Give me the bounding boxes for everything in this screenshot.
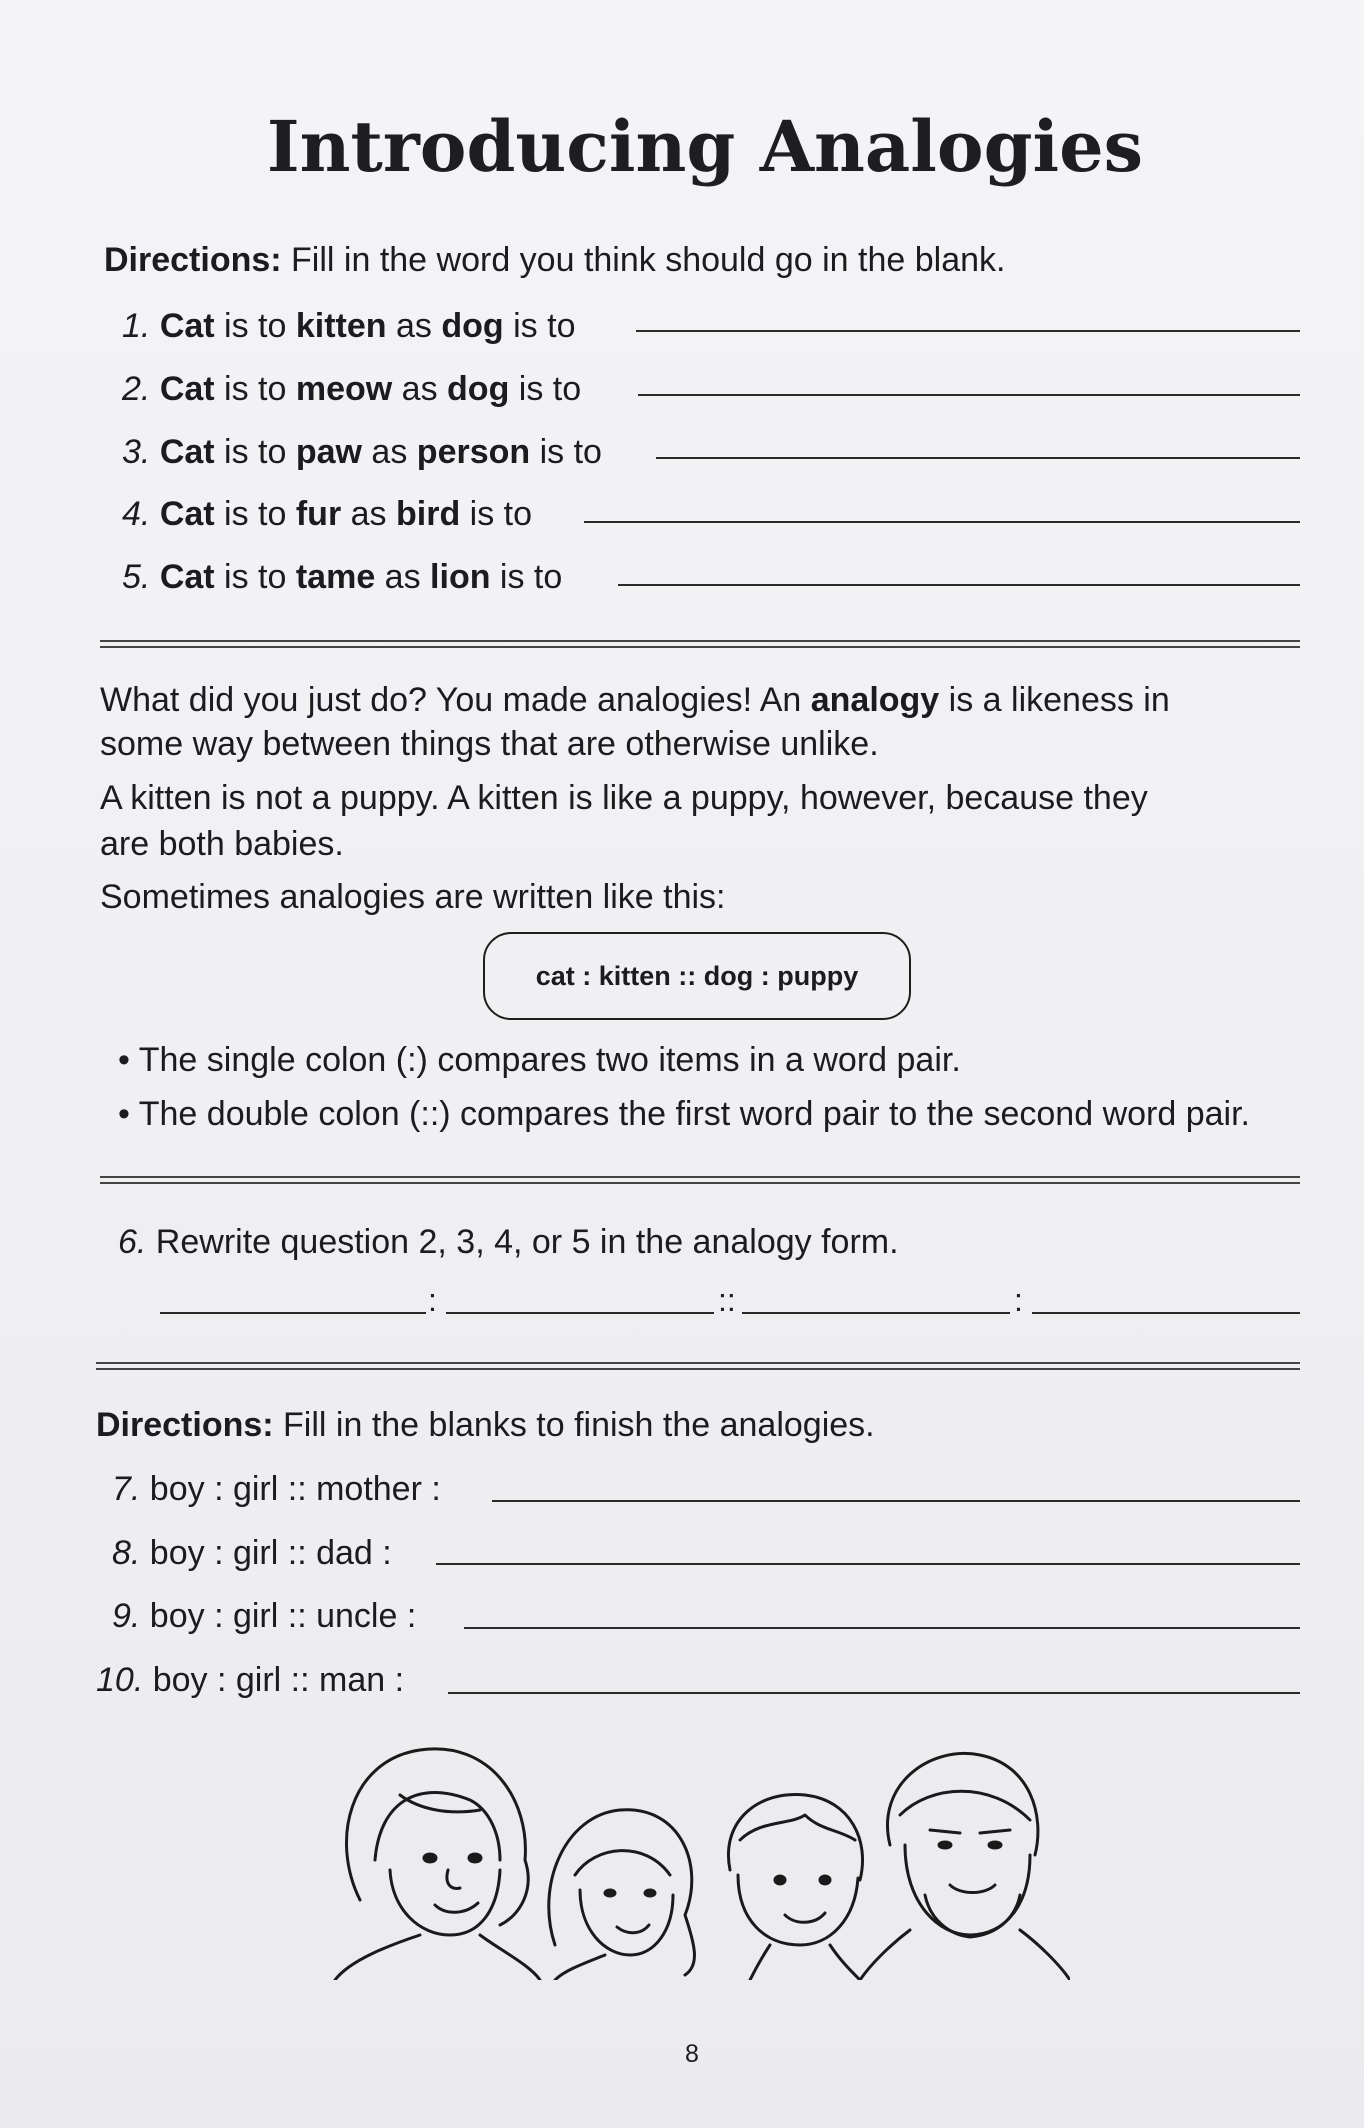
word: dog <box>441 307 504 345</box>
word: Cat <box>159 370 215 408</box>
question-text: boy : girl :: man : <box>143 1661 405 1699</box>
word: bird <box>396 495 461 533</box>
word: Cat <box>159 433 215 471</box>
question-7 <box>112 1469 441 1509</box>
word: Cat <box>159 558 215 596</box>
word: tame <box>295 558 376 596</box>
question-number: 1. <box>122 307 151 345</box>
answer-blank-9[interactable] <box>464 1627 1300 1629</box>
analogy-blank-1[interactable] <box>160 1312 426 1314</box>
connector: as <box>361 433 417 471</box>
word: paw <box>295 433 362 471</box>
question-number: 6. <box>118 1223 147 1261</box>
explanation-paragraph-2-line-2: are both babies. <box>100 825 344 863</box>
word: person <box>416 433 531 471</box>
question-5 <box>122 557 562 597</box>
question-6 <box>118 1222 899 1262</box>
connector: as <box>341 495 396 533</box>
mother-figure <box>335 1749 540 1980</box>
word: Cat <box>159 307 215 345</box>
answer-blank-4[interactable] <box>584 521 1300 523</box>
bullet-text: The double colon (::) compares the first word pair to the second word pair. <box>138 1095 1250 1133</box>
bullet-text: The single colon (:) compares two items in a word pair. <box>138 1041 961 1079</box>
connector: is to <box>214 307 296 345</box>
explanation-paragraph-3: Sometimes analogies are written like this: <box>100 878 726 916</box>
question-number: 9. <box>112 1597 141 1635</box>
connector: as <box>375 558 431 596</box>
page-title: Introducing Analogies <box>266 105 1144 188</box>
answer-blank-7[interactable] <box>492 1500 1300 1502</box>
text: is a likeness in <box>939 681 1170 719</box>
analogy-blank-4[interactable] <box>1032 1312 1300 1314</box>
connector: is to <box>509 370 582 408</box>
connector: as <box>386 307 442 345</box>
question-3 <box>122 432 602 472</box>
question-number: 3. <box>122 433 151 471</box>
double-colon: :: <box>718 1282 736 1318</box>
directions-label: Directions: <box>104 241 282 279</box>
analogy-formula-box: cat : kitten :: dog : puppy <box>483 932 911 1020</box>
question-1 <box>122 306 575 346</box>
analogy-term: analogy <box>810 681 940 719</box>
bullet-1: • The single colon (:) compares two items in a word pair. <box>118 1041 961 1079</box>
answer-blank-5[interactable] <box>618 584 1300 586</box>
question-8 <box>112 1533 392 1573</box>
explanation-paragraph-1 <box>100 680 1170 720</box>
word: Cat <box>159 495 215 533</box>
directions-label: Directions: <box>96 1406 274 1444</box>
connector: is to <box>214 370 296 408</box>
word: fur <box>295 495 342 533</box>
question-9 <box>112 1596 416 1636</box>
explanation-paragraph-2: A kitten is not a puppy. A kitten is like a puppy, however, because they <box>100 779 1148 817</box>
question-10 <box>96 1660 404 1700</box>
word: meow <box>295 370 393 408</box>
family-portrait-icon <box>330 1740 1070 1980</box>
bullet-2: • The double colon (::) compares the first word pair to the second word pair. <box>118 1095 1250 1133</box>
section-divider <box>100 1176 1300 1184</box>
connector: is to <box>503 307 576 345</box>
section-divider <box>96 1362 1300 1370</box>
analogy-blank-3[interactable] <box>742 1312 1010 1314</box>
directions-text: Fill in the blanks to finish the analogies. <box>273 1406 875 1444</box>
question-number: 4. <box>122 495 151 533</box>
answer-blank-8[interactable] <box>436 1563 1300 1565</box>
text: What did you just do? You made analogies! An <box>100 681 811 719</box>
question-4 <box>122 494 532 534</box>
connector: is to <box>214 433 296 471</box>
explanation-paragraph-1-line-2: some way between things that are otherwise unlike. <box>100 725 879 763</box>
answer-blank-10[interactable] <box>448 1692 1300 1694</box>
question-number: 2. <box>122 370 151 408</box>
connector: is to <box>490 558 563 596</box>
answer-blank-3[interactable] <box>656 457 1300 459</box>
connector: as <box>392 370 448 408</box>
connector: is to <box>214 495 296 533</box>
page-number: 8 <box>685 2040 699 2068</box>
word: kitten <box>295 307 387 345</box>
question-text: Rewrite question 2, 3, 4, or 5 in the analogy form. <box>146 1223 899 1261</box>
question-text: boy : girl :: dad : <box>140 1534 392 1572</box>
question-number: 10. <box>96 1661 144 1699</box>
single-colon: : <box>428 1282 437 1318</box>
connector: is to <box>530 433 602 471</box>
connector: is to <box>214 558 296 596</box>
question-text: boy : girl :: mother : <box>140 1470 441 1508</box>
answer-blank-1[interactable] <box>636 330 1300 332</box>
question-number: 5. <box>122 558 151 596</box>
father-figure <box>860 1753 1070 1980</box>
question-text: boy : girl :: uncle : <box>140 1597 417 1635</box>
directions-1 <box>104 240 1005 280</box>
boy-figure <box>728 1794 862 1980</box>
question-number: 8. <box>112 1534 141 1572</box>
question-2 <box>122 369 581 409</box>
section-divider <box>100 640 1300 648</box>
word: lion <box>430 558 491 596</box>
connector: is to <box>460 495 533 533</box>
answer-blank-2[interactable] <box>638 394 1300 396</box>
question-number: 7. <box>112 1470 141 1508</box>
directions-text: Fill in the word you think should go in the blank. <box>281 241 1006 279</box>
girl-figure <box>549 1810 695 1980</box>
single-colon: : <box>1014 1282 1023 1318</box>
analogy-blank-2[interactable] <box>446 1312 714 1314</box>
directions-2 <box>96 1405 875 1445</box>
word: dog <box>447 370 510 408</box>
